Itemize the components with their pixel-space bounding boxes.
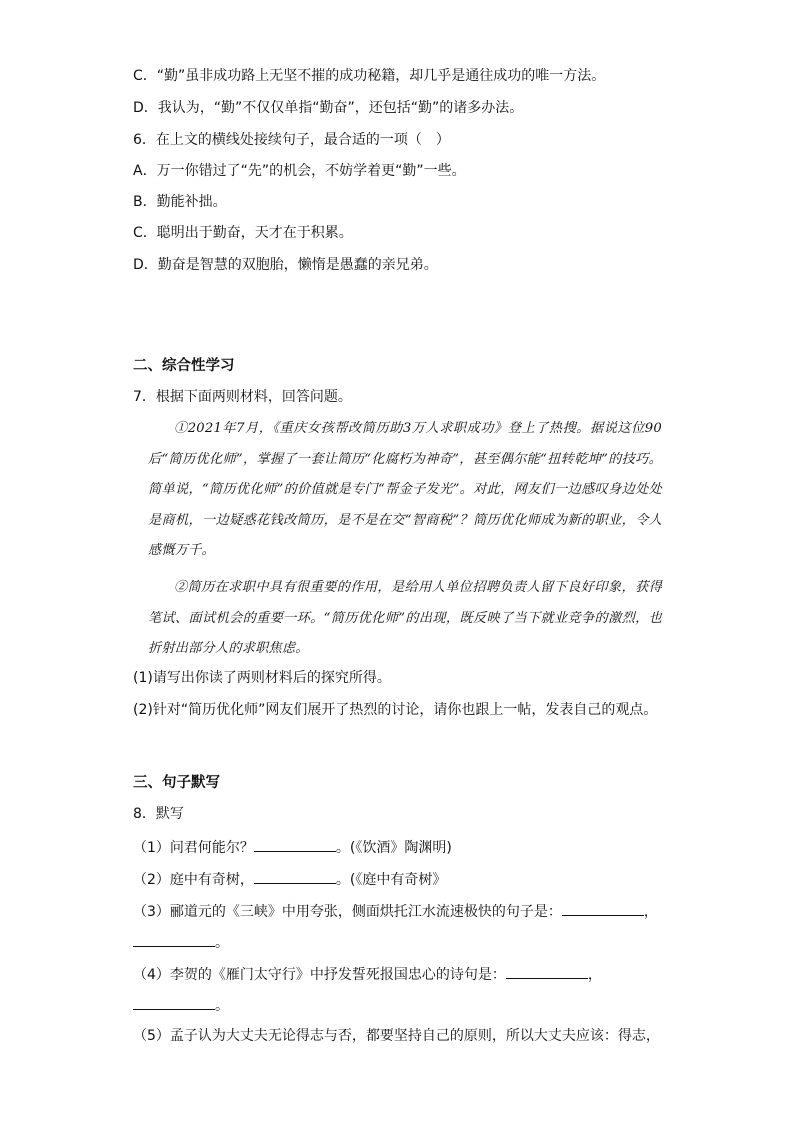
q5-option-d: D．我认为，“勤”不仅仅单指“勤奋”，还包括“勤”的诸多办法。	[133, 100, 524, 116]
q8-item-3	[133, 900, 658, 922]
q8-item-2-prompt: （2）庭中有奇树，	[133, 872, 254, 888]
comma: ，	[587, 967, 602, 983]
material-1: ①2021年7月，《重庆女孩帮改简历助3万人求职成功》登上了热搜。据说这位90后“简历优化师”，掌握了一套让简历“化腐朽为神奇”，甚至偶尔能“扭转乾坤”的技巧。简单说，“简历优化师”的价值就是专门“帮金子发光”。对此，网友们一边感叹身边处处是商机，一边疑惑花钱改简历，是不是在交“智商税”？简历优化师成为新的职业，令人感慨万千。	[148, 421, 662, 558]
comma: ，	[643, 904, 658, 920]
q8-stem: 8．默写	[133, 806, 184, 822]
answer-blank[interactable]	[254, 868, 336, 884]
q8-item-1-source: 。(《饮酒》陶渊明)	[335, 840, 452, 856]
section-3-title: 三、句子默写	[133, 775, 220, 791]
q6-option-c: C．聪明出于勤奋，天才在于积累。	[133, 225, 353, 241]
answer-blank[interactable]	[506, 963, 588, 979]
q6-stem: 6．在上文的横线处接续句子，最合适的一项（ ）	[133, 132, 450, 148]
period: 。	[215, 935, 229, 951]
q8-item-1	[133, 836, 452, 858]
q8-item-5: （5）孟子认为大丈夫无论得志与否，都要坚持自己的原则，所以大丈夫应该：得志，	[133, 1028, 660, 1044]
q6-option-a: A．万一你错过了“先”的机会，不妨学着更“勤”一些。	[133, 163, 466, 179]
q8-item-2-source: 。(《庭中有奇树》	[335, 872, 447, 888]
q7-stem: 7．根据下面两则材料，回答问题。	[133, 389, 352, 405]
q8-item-4-cont	[133, 994, 229, 1016]
answer-blank[interactable]	[133, 931, 215, 947]
section-2-title: 二、综合性学习	[133, 358, 235, 374]
answer-blank[interactable]	[562, 900, 644, 916]
q7-sub-2: (2)针对“简历优化师”网友们展开了热烈的讨论，请你也跟上一帖，发表自己的观点。	[133, 702, 658, 718]
q8-item-4-prompt: （4）李贺的《雁门太守行》中抒发誓死报国忠心的诗句是：	[133, 967, 506, 983]
q5-option-c: C．“勤”虽非成功路上无坚不摧的成功秘籍，却几乎是通往成功的唯一方法。	[133, 68, 606, 84]
q8-item-3-cont	[133, 931, 229, 953]
q8-item-4	[133, 963, 602, 985]
q7-sub-1: (1)请写出你读了两则材料后的探究所得。	[133, 670, 391, 686]
material-2: ②简历在求职中具有很重要的作用，是给用人单位招聘负责人留下良好印象，获得笔试、面试机会的重要一环。“简历优化师”的出现，既反映了当下就业竞争的激烈，也折射出部分人的求职焦虑。	[148, 580, 662, 656]
q8-item-1-prompt: （1）问君何能尔？	[133, 840, 254, 856]
period: 。	[215, 998, 229, 1014]
answer-blank[interactable]	[254, 836, 336, 852]
answer-blank[interactable]	[133, 994, 215, 1010]
q6-option-b: B．勤能补拙。	[133, 194, 227, 210]
q6-option-d: D．勤奋是智慧的双胞胎，懒惰是愚蠢的亲兄弟。	[133, 257, 438, 273]
q8-item-3-prompt: （3）郦道元的《三峡》中用夸张，侧面烘托江水流速极快的句子是：	[133, 904, 562, 920]
q8-item-2	[133, 868, 446, 890]
